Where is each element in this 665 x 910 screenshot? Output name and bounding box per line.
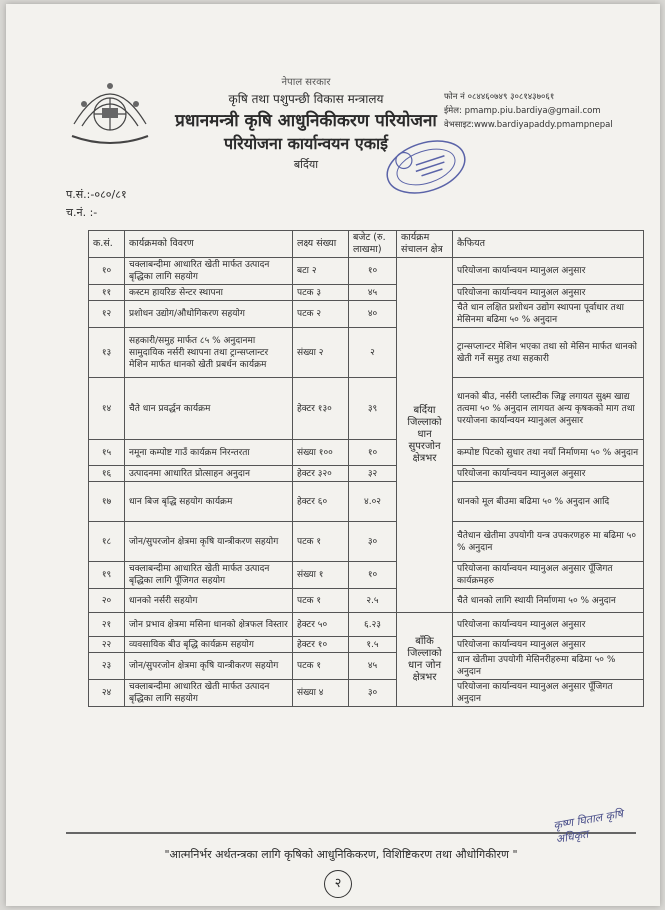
row-sn: २२ xyxy=(89,637,125,653)
row-target: पटक १ xyxy=(293,653,349,680)
row-remarks: परियोजना कार्यान्वयन म्यानुअल अनुसार xyxy=(453,466,644,482)
row-budget: ३० xyxy=(349,680,397,707)
row-description: जोन/सुपरजोन क्षेत्रमा कृषि यान्त्रीकरण सहयोग xyxy=(125,653,293,680)
row-target: हेक्टर ५० xyxy=(293,613,349,637)
row-remarks: धानको बीउ, नर्सरी प्लास्टीक जिङ्क लगायत सुक्ष्म खाद्य तत्वमा ५० % अनुदान लागयत अन्य कृषकको माग तथा परयोजना कार्यान्वयन म्यानुअल अनुसार xyxy=(453,378,644,440)
row-area-bardiya: बर्दिया जिल्लाको धान सुपरजोन क्षेत्रभर xyxy=(397,258,453,613)
row-budget: २.५ xyxy=(349,589,397,613)
header-remarks: कैफियत xyxy=(453,231,644,258)
row-sn: १३ xyxy=(89,328,125,378)
phone-number: फोन नं ०८४४६०७४९ ३०८१४३७०६१ xyxy=(444,92,555,102)
table-row xyxy=(89,301,644,328)
table-row xyxy=(89,482,644,522)
row-sn: १५ xyxy=(89,440,125,466)
row-description: कस्टम हायरिङ सेन्टर स्थापना xyxy=(125,285,293,301)
ministry-name: कृषि तथा पशुपन्छी विकास मन्त्रालय xyxy=(228,92,384,106)
row-target: बटा २ xyxy=(293,258,349,285)
nepal-emblem-logo xyxy=(64,74,156,154)
office-stamp xyxy=(381,132,471,202)
program-table xyxy=(88,230,644,707)
row-target: हेक्टर ३२० xyxy=(293,466,349,482)
row-budget: ३२ xyxy=(349,466,397,482)
row-budget: २ xyxy=(349,328,397,378)
district-name: बर्दिया xyxy=(293,158,319,171)
project-name: प्रधानमन्त्री कृषि आधुनिकीकरण परियोजना xyxy=(175,111,437,131)
row-sn: २० xyxy=(89,589,125,613)
row-remarks: परियोजना कार्यान्वयन म्यानुअल अनुसार xyxy=(453,285,644,301)
header-sn: क.सं. xyxy=(89,231,125,258)
table-row xyxy=(89,680,644,707)
row-remarks: चैते धान लक्षित प्रशोधन उद्योग स्थापना पूर्वाधार तथा मेसिनमा बढिमा ५० % अनुदान xyxy=(453,301,644,328)
row-target: पटक २ xyxy=(293,301,349,328)
table-row xyxy=(89,613,644,637)
row-description: नमूना कम्पोष्ट गाउँ कार्यक्रम निरन्तरता xyxy=(125,440,293,466)
table-row xyxy=(89,589,644,613)
row-description: धानको नर्सरी सहयोग xyxy=(125,589,293,613)
row-target: संख्या १ xyxy=(293,562,349,589)
row-description: व्यवसायिक बीउ बृद्धि कार्यक्रम सहयोग xyxy=(125,637,293,653)
government-name: नेपाल सरकार xyxy=(281,77,331,88)
row-description: चैते धान प्रवर्द्धन कार्यक्रम xyxy=(125,378,293,440)
row-budget: ३० xyxy=(349,522,397,562)
row-description: जोन प्रभाव क्षेत्रमा मसिना धानको क्षेत्रफल विस्तार xyxy=(125,613,293,637)
row-budget: ४५ xyxy=(349,285,397,301)
row-sn: २१ xyxy=(89,613,125,637)
signature-stamp: कृष्ण घिताल कृषि अधिकृत xyxy=(552,807,625,847)
row-remarks: परियोजना कार्यान्वयन म्यानुअल अनुसार xyxy=(453,637,644,653)
row-remarks: चैते धानको लागि स्थायी निर्माणमा ५० % अनुदान xyxy=(453,589,644,613)
unit-name: परियोजना कार्यान्वयन एकाई xyxy=(223,134,389,153)
row-description: चक्लाबन्दीमा आधारित खेती मार्फत उत्पादन बृद्धिका लागि पूँजिगत सहयोग xyxy=(125,562,293,589)
row-target: संख्या १०० xyxy=(293,440,349,466)
row-description: सहकारी/समुह मार्फत ८५ % अनुदानमा सामुदायिक नर्सरी स्थापना तथा ट्रान्सप्लान्टर मेशिन मार्फत धानको खेती प्रबर्धन कार्यक्रम xyxy=(125,328,293,378)
row-budget: १० xyxy=(349,562,397,589)
table-row xyxy=(89,285,644,301)
row-remarks: परियोजना कार्यान्वयन म्यानुअल अनुसार पूँजिगत कार्यक्रमहरु xyxy=(453,562,644,589)
table-row xyxy=(89,378,644,440)
row-sn: २३ xyxy=(89,653,125,680)
row-sn: १२ xyxy=(89,301,125,328)
contact-info xyxy=(444,90,665,132)
table-row xyxy=(89,653,644,680)
row-budget: ४५ xyxy=(349,653,397,680)
row-budget: ६.२३ xyxy=(349,613,397,637)
row-remarks: परियोजना कार्यान्वयन म्यानुअल अनुसार पूँजिगत अनुदान xyxy=(453,680,644,707)
row-budget: १.५ xyxy=(349,637,397,653)
row-sn: १४ xyxy=(89,378,125,440)
website: वेभसाइट:www.bardiyapaddy.pmampnepal xyxy=(444,120,613,130)
row-sn: १६ xyxy=(89,466,125,482)
row-sn: १८ xyxy=(89,522,125,562)
row-remarks: चैतेधान खेतीमा उपयोगी यन्त्र उपकरणहरु मा बढिमा ५० % अनुदान xyxy=(453,522,644,562)
page-number: २ xyxy=(324,870,352,898)
row-target: पटक १ xyxy=(293,522,349,562)
row-sn: १० xyxy=(89,258,125,285)
header-description: कार्यक्रमको विवरण xyxy=(125,231,293,258)
row-description: धान बिज बृद्धि सहयोग कार्यक्रम xyxy=(125,482,293,522)
reference-number: प.सं.:-०८०/८१ xyxy=(66,188,127,201)
row-target: संख्या २ xyxy=(293,328,349,378)
row-budget: ४.०२ xyxy=(349,482,397,522)
row-budget: ३९ xyxy=(349,378,397,440)
row-budget: ४० xyxy=(349,301,397,328)
row-remarks: परियोजना कार्यान्वयन म्यानुअल अनुसार xyxy=(453,613,644,637)
row-remarks: धान खेतीमा उपयोगी मेसिनरीहरुमा बढिमा ५० % अनुदान xyxy=(453,653,644,680)
header-target: लक्ष्य संख्या xyxy=(293,231,349,258)
row-description: उत्पादनमा आधारित प्रोत्साहन अनुदान xyxy=(125,466,293,482)
table-row xyxy=(89,562,644,589)
row-remarks: ट्रान्सप्लान्टर मेशिन भएका तथा सो मेसिन मार्फत धानको खेती गर्ने समुह तथा सहकारी xyxy=(453,328,644,378)
row-remarks: कम्पोष्ट पिटको सुधार तथा नयाँ निर्माणमा ५० % अनुदान xyxy=(453,440,644,466)
row-sn: २४ xyxy=(89,680,125,707)
row-target: संख्या ४ xyxy=(293,680,349,707)
row-budget: १० xyxy=(349,258,397,285)
row-description: प्रशोधन उद्योग/औधोगिकरण सहयोग xyxy=(125,301,293,328)
row-remarks: धानको मूल बीउमा बढिमा ५० % अनुदान आदि xyxy=(453,482,644,522)
email-address: ईमेल: pmamp.piu.bardiya@gmail.com xyxy=(444,106,601,116)
row-target: पटक ३ xyxy=(293,285,349,301)
row-sn: १७ xyxy=(89,482,125,522)
table-row xyxy=(89,328,644,378)
row-budget: १० xyxy=(349,440,397,466)
row-target: हेक्टर १० xyxy=(293,637,349,653)
row-description: जोन/सुपरजोन क्षेत्रमा कृषि यान्त्रीकरण सहयोग xyxy=(125,522,293,562)
row-sn: १९ xyxy=(89,562,125,589)
table-row xyxy=(89,637,644,653)
dispatch-number: च.नं. :- xyxy=(66,206,98,219)
row-target: हेक्टर ६० xyxy=(293,482,349,522)
document-page xyxy=(6,4,660,906)
row-description: चक्लाबन्दीमा आधारित खेती मार्फत उत्पादन बृद्धिका लागि सहयोग xyxy=(125,680,293,707)
header-area: कार्यक्रम संचालन क्षेत्र xyxy=(397,231,453,258)
row-description: चक्लाबन्दीमा आधारित खेती मार्फत उत्पादन बृद्धिका लागि सहयोग xyxy=(125,258,293,285)
row-target: हेक्टर १३० xyxy=(293,378,349,440)
header-budget: बजेट (रु. लाखमा) xyxy=(349,231,397,258)
row-sn: ११ xyxy=(89,285,125,301)
row-target: पटक १ xyxy=(293,589,349,613)
table-row xyxy=(89,258,644,285)
table-row xyxy=(89,522,644,562)
row-remarks: परियोजना कार्यान्वयन म्यानुअल अनुसार xyxy=(453,258,644,285)
table-header-row xyxy=(89,231,644,258)
table-row xyxy=(89,466,644,482)
footer-slogan: "आत्मनिर्भर अर्थतन्त्रका लागि कृषिको आधुनिकिकरण, विशिष्टिकरण तथा औधोगिकीरण " xyxy=(164,848,518,861)
table-row xyxy=(89,440,644,466)
row-area-banke: बाँकि जिल्लाको धान जोन क्षेत्रभर xyxy=(397,613,453,707)
footer-divider xyxy=(66,832,636,834)
